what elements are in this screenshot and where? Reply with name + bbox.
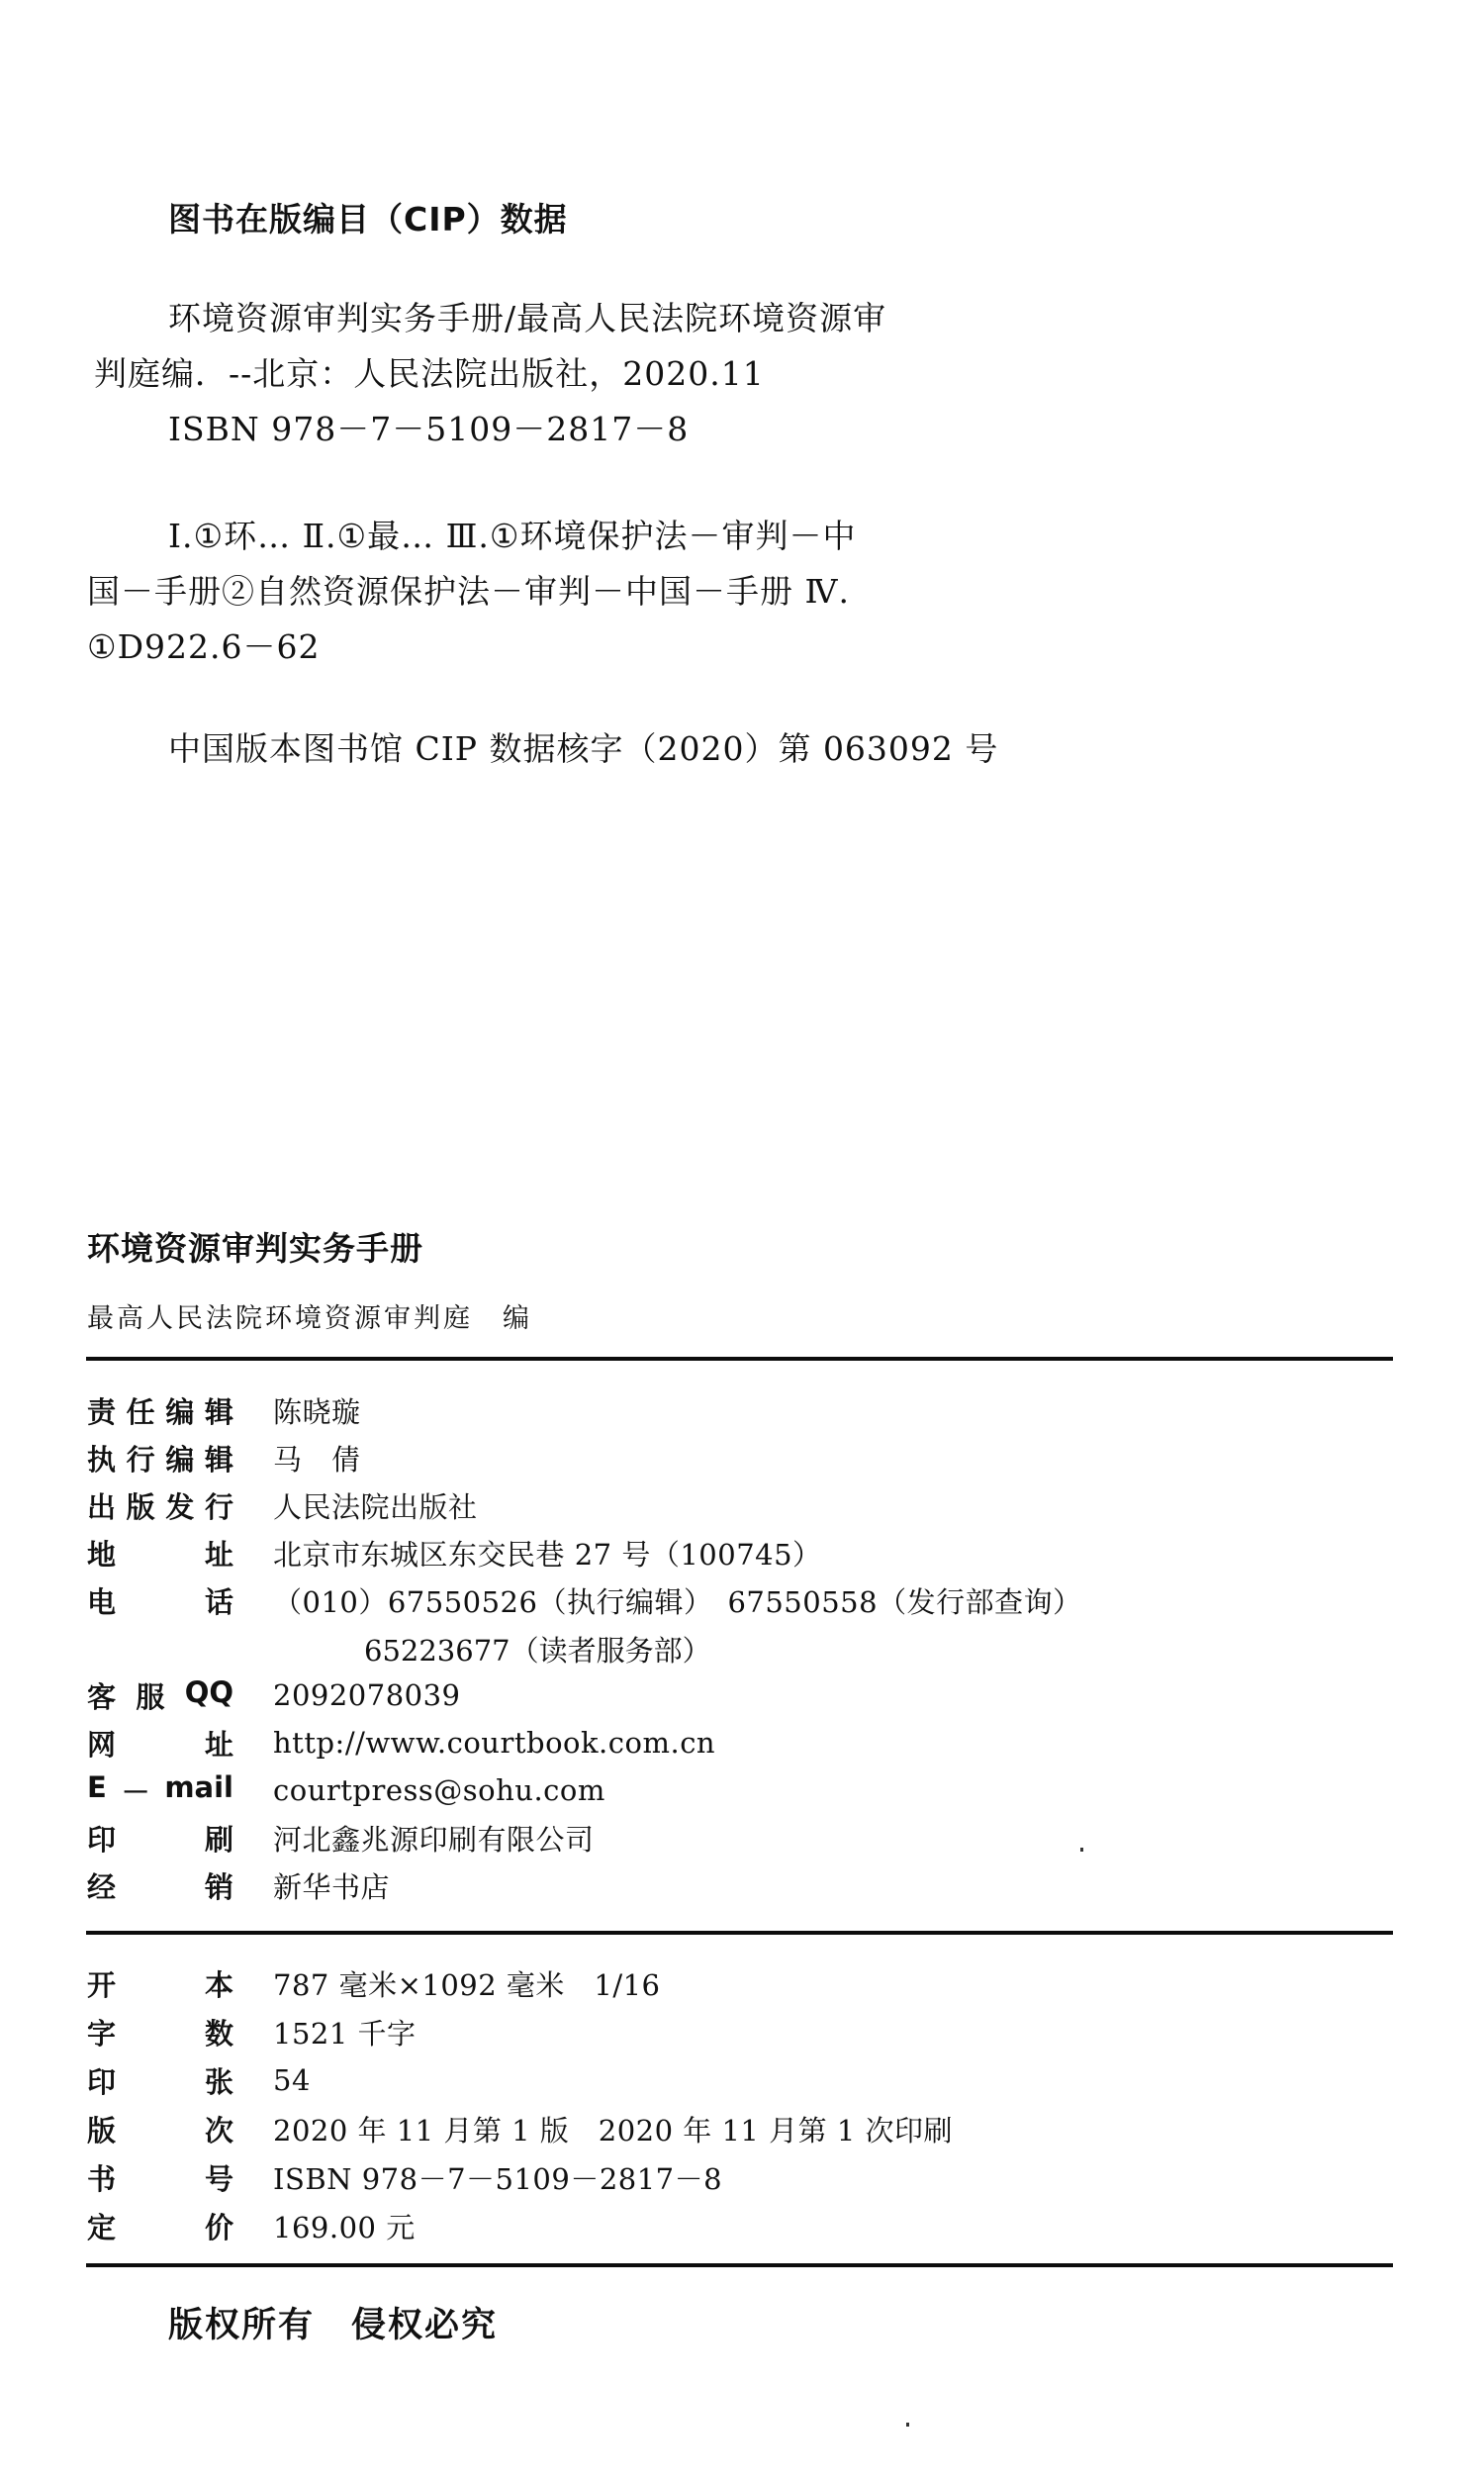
- info-row: [87, 1818, 595, 1858]
- info-label-char: 定: [87, 2210, 117, 2244]
- cip-line-1: 环境资源审判实务手册/最高人民法院环境资源审: [168, 299, 887, 337]
- info-label: [87, 2109, 233, 2149]
- info-label-char: 数: [204, 2016, 233, 2051]
- info-label: [87, 1770, 233, 1811]
- info-label-char: 号: [204, 2161, 233, 2196]
- info-value: courtpress@sohu.com: [273, 1773, 605, 1807]
- info-label-char: 刷: [204, 1822, 233, 1857]
- info-label-char: 址: [204, 1727, 233, 1762]
- info-value: 2020 年 11 月第 1 版 2020 年 11 月第 1 次印刷: [273, 2113, 953, 2147]
- info-label: [87, 1533, 233, 1574]
- info-label-char: 任: [126, 1394, 155, 1429]
- info-label: [87, 1580, 233, 1621]
- info-row: [87, 1963, 661, 2003]
- info-row: [87, 2060, 311, 2100]
- info-label-char: 执: [87, 1442, 117, 1477]
- info-value: 马 倩: [273, 1442, 361, 1477]
- info-value: （010）67550526（执行编辑） 67550558（发行部查询）: [273, 1584, 1082, 1619]
- divider-rule: [86, 2263, 1393, 2267]
- info-value: 2092078039: [273, 1678, 461, 1712]
- info-row: [87, 2012, 417, 2052]
- scan-speck: [906, 2423, 909, 2427]
- info-label-char: 电: [87, 1584, 117, 1619]
- info-label-char: 字: [87, 2016, 117, 2051]
- info-label-char: 印: [87, 2064, 117, 2099]
- info-row: [87, 1438, 361, 1478]
- info-label-char: 版: [126, 1489, 155, 1524]
- info-label-char: 服: [136, 1679, 165, 1714]
- info-value: 新华书店: [273, 1869, 391, 1904]
- info-value: 北京市东城区东交民巷 27 号（100745）: [273, 1537, 822, 1572]
- info-label-char: 印: [87, 1822, 117, 1857]
- info-value: 787 毫米×1092 毫米 1/16: [273, 1967, 661, 2002]
- info-label: [87, 1438, 233, 1479]
- info-label: [87, 2157, 233, 2198]
- info-label-char: 开: [87, 1967, 117, 2002]
- info-label-char: 辑: [204, 1394, 233, 1429]
- info-label: [87, 2012, 233, 2052]
- info-row: [87, 1533, 822, 1573]
- info-value: 人民法院出版社: [273, 1489, 478, 1524]
- info-label-char: 网: [87, 1727, 117, 1762]
- info-value: ISBN 978－7－5109－2817－8: [273, 2161, 723, 2196]
- book-title: 环境资源审判实务手册: [87, 1229, 423, 1268]
- info-label-char: 张: [204, 2064, 233, 2099]
- info-value: 陈晓璇: [273, 1394, 361, 1429]
- info-row: [87, 1770, 605, 1810]
- info-label: [87, 1390, 233, 1431]
- scan-speck: [1080, 1848, 1083, 1852]
- info-label-char: 责: [87, 1394, 117, 1429]
- cip-classification-3: ①D922.6－62: [87, 627, 321, 666]
- info-label-char: 辑: [204, 1442, 233, 1477]
- info-label-char: 次: [204, 2113, 233, 2147]
- cip-classification-1: Ⅰ.①环… Ⅱ.①最… Ⅲ.①环境保护法－审判－中: [168, 517, 857, 555]
- info-label-char: 编: [165, 1394, 195, 1429]
- info-label: [87, 1723, 233, 1764]
- info-label-char: E: [87, 1769, 107, 1804]
- cip-isbn: ISBN 978－7－5109－2817－8: [168, 410, 690, 448]
- divider-rule: [86, 1357, 1393, 1361]
- info-label-char: 经: [87, 1869, 117, 1904]
- info-label-char: 版: [87, 2113, 117, 2147]
- info-label-char: 行: [204, 1489, 233, 1524]
- info-row: [87, 2109, 953, 2148]
- info-row: [87, 1723, 715, 1763]
- info-label-char: 价: [204, 2210, 233, 2244]
- info-label-char: 发: [165, 1489, 195, 1524]
- info-label-char: mail: [164, 1769, 233, 1804]
- info-value: 河北鑫兆源印刷有限公司: [273, 1822, 595, 1857]
- cip-verification-number: 中国版本图书馆 CIP 数据核字（2020）第 063092 号: [168, 729, 999, 768]
- info-label-char: QQ: [184, 1674, 233, 1709]
- info-label: [87, 1675, 233, 1716]
- info-label-char: 编: [165, 1442, 195, 1477]
- copyright-notice: 版权所有 侵权必究: [168, 2306, 499, 2345]
- info-label-char: 地: [87, 1537, 117, 1572]
- info-value: 1521 千字: [273, 2016, 417, 2051]
- info-label-char: 址: [204, 1537, 233, 1572]
- cip-line-2: 判庭编．--北京：人民法院出版社，2020.11: [94, 354, 765, 393]
- info-label-char: －: [121, 1774, 150, 1809]
- cip-heading: 图书在版编目（CIP）数据: [168, 200, 568, 239]
- info-label-char: 本: [204, 1967, 233, 2002]
- info-label: [87, 2060, 233, 2101]
- info-value: 54: [273, 2063, 311, 2097]
- info-row: [87, 1485, 478, 1525]
- info-label: [87, 1485, 233, 1526]
- info-row: [87, 1675, 461, 1715]
- info-label: [87, 1963, 233, 2004]
- info-label-char: 客: [87, 1679, 117, 1714]
- info-row: [87, 2206, 416, 2245]
- info-row: [87, 2157, 722, 2197]
- phone-extra-line: 65223677（读者服务部）: [364, 1634, 711, 1668]
- book-editor-line: 最高人民法院环境资源审判庭 编: [87, 1303, 532, 1334]
- info-label-char: 书: [87, 2161, 117, 2196]
- info-label: [87, 1865, 233, 1906]
- info-label: [87, 1818, 233, 1859]
- divider-rule: [86, 1931, 1393, 1935]
- info-label-char: 行: [126, 1442, 155, 1477]
- info-value: 169.00 元: [273, 2210, 416, 2244]
- info-row: [87, 1580, 1082, 1620]
- cip-classification-2: 国－手册②自然资源保护法－审判－中国－手册 Ⅳ.: [87, 572, 850, 611]
- info-label: [87, 2206, 233, 2246]
- info-label-char: 出: [87, 1489, 117, 1524]
- info-label-char: 销: [204, 1869, 233, 1904]
- info-row: [87, 1390, 361, 1430]
- info-row: [87, 1865, 390, 1905]
- info-value: http://www.courtbook.com.cn: [273, 1726, 716, 1760]
- info-label-char: 话: [204, 1584, 233, 1619]
